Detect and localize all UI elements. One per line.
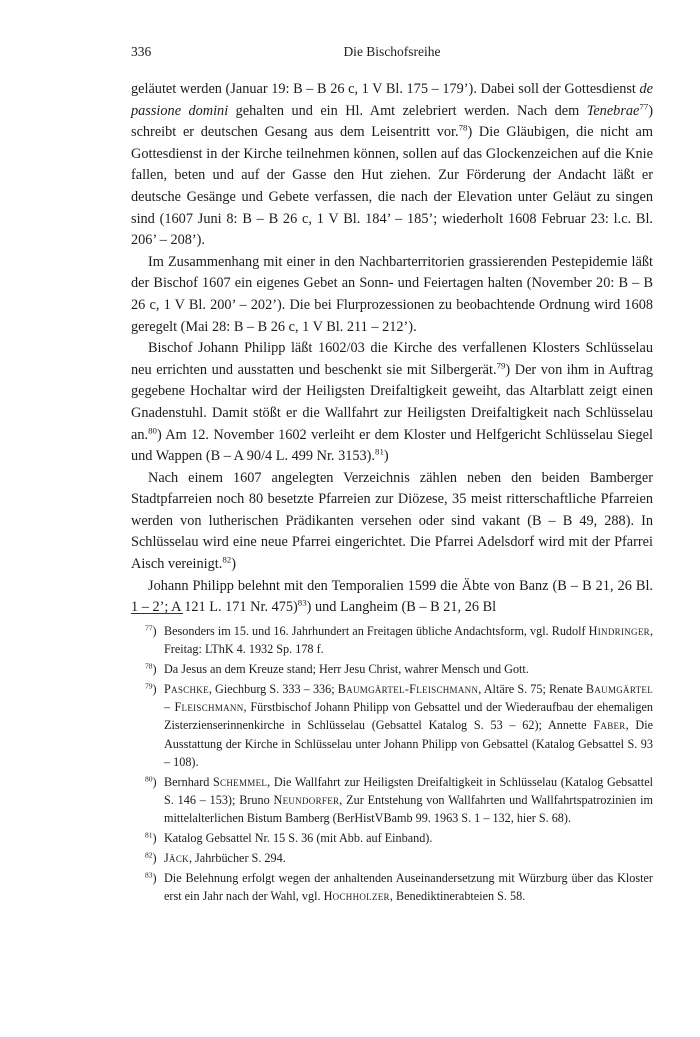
body-paragraph	[131, 338, 653, 468]
author-name: Neundorfer	[273, 792, 340, 807]
footnote-text	[164, 871, 653, 903]
footnote-reference: 80	[148, 425, 157, 436]
footnote-paren: )	[152, 624, 157, 638]
author-name: Faber	[593, 718, 626, 733]
text-run: Bernhard	[164, 774, 213, 789]
footnote	[131, 660, 653, 678]
text-run: , Altäre S. 75; Renate	[478, 682, 586, 697]
text-run: , Benediktinerabteien S. 58.	[389, 889, 526, 904]
footnote-text	[164, 775, 653, 825]
footnote	[131, 622, 653, 658]
text-run: gehalten und ein Hl. Amt zelebriert werden. Nach dem	[228, 102, 587, 119]
author-name: Hindringer	[588, 624, 650, 638]
text-run: , Fürstbischof Johann Philipp von Gebsattel und der Wiederaufbau der ehemaligen Zisterzienserinnenkirche in Schlüsselau (Gebsattel Katalog S. 53 – 62); Annette	[164, 700, 653, 733]
footnote	[131, 680, 653, 770]
footnote-reference: 83	[297, 597, 307, 608]
footnote	[131, 869, 653, 905]
text-run: )	[383, 448, 389, 465]
text-run: ) schreibt er deutschen Gesang aus dem Leisentritt vor.	[131, 102, 653, 141]
footnote-paren: )	[152, 851, 157, 866]
text-run: Johann Philipp belehnt mit den Temporalien 1599 die Äbte von Banz (B – B 21, 26 Bl. 1 – 2’; A 121 L. 171 Nr. 475)	[131, 577, 653, 616]
footnotes	[131, 622, 653, 907]
italic-text: Tenebrae	[586, 102, 640, 119]
footnote-number: 80	[145, 774, 153, 784]
body-paragraph	[131, 576, 653, 619]
text-run: , Die Wallfahrt zur Heiligsten Dreifaltigkeit in Schlüsselau (Katalog Gebsattel S. 146 – 153); Bruno	[164, 774, 653, 807]
footnote-number: 82	[145, 850, 153, 860]
text-run: geläutet werden (Januar 19: B – B 26 c, 1 V Bl. 175 – 179’). Dabei soll der Gottesdienst	[131, 81, 640, 97]
footnote-number: 78	[145, 661, 153, 671]
footnote-text	[164, 624, 653, 656]
text-run: , Giechburg S. 333 – 336;	[208, 682, 338, 697]
footnote-marker	[145, 829, 157, 847]
author-name: Jäck	[164, 851, 189, 866]
footnote-reference: 79	[496, 360, 506, 371]
footnote-reference: 77	[639, 101, 649, 112]
footnote-paren: )	[152, 682, 157, 697]
footnote-marker	[145, 660, 157, 678]
footnote	[131, 829, 653, 847]
footnote-paren: )	[152, 831, 157, 846]
page-number: 336	[131, 44, 152, 59]
page-header	[131, 44, 653, 64]
body-paragraph	[131, 79, 653, 252]
footnote-reference: 82	[222, 554, 232, 565]
footnote-paren: )	[152, 871, 157, 886]
footnote-paren: )	[152, 774, 157, 789]
text-run: , Jahrbücher S. 294.	[188, 851, 286, 866]
footnote-paren: )	[152, 662, 157, 677]
footnote-number: 79	[145, 681, 153, 691]
author-name: Paschke	[164, 682, 209, 697]
text-run: ) Der von ihm in Auftrag gegebene Hochaltar wird der Heiligsten Dreifaltigkeit geweiht, das Altarblatt zeigt einen Gnadenstuhl. Damit stößt er die Wallfahrt zur Heiligsten Dreifaltigkeit nach Schlüsselau an.	[131, 361, 653, 443]
running-title: Die Bischofsreihe	[343, 44, 441, 59]
footnote-marker	[145, 849, 157, 867]
footnote-marker	[145, 773, 157, 791]
footnote-reference: 78	[458, 122, 468, 133]
footnote-text	[164, 831, 432, 845]
italic-text: de passione domini	[131, 81, 653, 119]
footnote-number: 77	[145, 623, 153, 633]
text-run: )	[231, 556, 236, 573]
footnote-text	[164, 662, 529, 676]
footnote-text	[164, 851, 286, 865]
body-paragraph	[131, 252, 653, 338]
text-run: Im Zusammenhang mit einer in den Nachbarterritorien grassierenden Pestepidemie läßt der Bischof 1607 ein eigenes Gebet an Sonn- und Feiertagen halten (November 20: B – B 26 c, 1 V Bl. 200’ – 202’). Die bei Flurprozessionen zu beobachtende Ordnung wird 1608 geregelt (Mai 28: B – B 26 c, 1 V Bl. 211 – 212’).	[131, 253, 653, 335]
footnote-reference: 81	[375, 446, 384, 457]
footnote-number: 81	[145, 830, 153, 840]
text-run: Nach einem 1607 angelegten Verzeichnis zählen neben den beiden Bamberger Stadtpfarreien noch 80 besetzte Pfarreien zur Diözese, 35 meist ritterschaftliche Pfarreien werden von lutherischen Prädikanten versehen oder sind vakant (B – B 49, 288). In Schlüsselau wird eine neue Pfarrei eingerichtet. Die Pfarrei Adelsdorf wird mit der Pfarrei Aisch vereinigt.	[131, 469, 653, 573]
text-run: , Die Ausstattung der Kirche in Schlüsselau unter Johann Philipp von Gebsattel (Katalog Gebsattel S. 93 – 108).	[164, 718, 653, 769]
footnote	[131, 773, 653, 827]
author-name: Schemmel	[212, 774, 268, 789]
text-run: , Zur Entstehung von Wallfahrten und Wallfahrtspatrozinien im mittelalterlichen Bistum Bamberg (BerHistVBamb 99. 1963 S. 1 – 132, hier S. 68).	[164, 792, 653, 825]
text-run: Bischof Johann Philipp läßt 1602/03 die Kirche des verfallenen Klosters Schlüsselau neu errichten und ausstatten und beschenkt sie mit Silbergerät.	[131, 340, 653, 378]
text-run: ) und Langheim (B – B 21, 26 Bl	[306, 599, 497, 616]
text-run: Katalog Gebsattel Nr. 15 S. 36 (mit Abb. auf Einband).	[164, 831, 433, 846]
footnote-marker	[145, 869, 157, 887]
footnote	[131, 849, 653, 867]
footnote-marker	[145, 680, 157, 698]
author-name: Hochholzer	[323, 889, 390, 904]
text-run: ) Am 12. November 1602 verleiht er dem Kloster und Helfgericht Schlüsselau Siegel und Wappen (B – A 90/4 L. 499 Nr. 3153).	[131, 426, 653, 465]
body-paragraph	[131, 468, 653, 576]
footnote-separator	[131, 613, 183, 614]
text-run: Da Jesus an dem Kreuze stand; Herr Jesu Christ, wahrer Mensch und Gott.	[164, 662, 529, 677]
author-name: Baumgärtel-Fleischmann	[337, 682, 479, 697]
main-text	[131, 79, 653, 619]
author-name: Baumgärtel – Fleischmann	[164, 682, 654, 715]
text-run: Die Belehnung erfolgt wegen der anhaltenden Auseinandersetzung mit Würzburg über das Kloster erst ein Jahr nach der Wahl, vgl.	[164, 871, 653, 904]
text-run: ) Die Gläubigen, die nicht am Gottesdienst in der Kirche teilnehmen können, sollen auf das Glockenzeichen auf die Knie fallen, beten und auf der Gasse den Hut ziehen. Zur Förderung der Andacht läßt er deutsche Gesänge und Gebete verfassen, die nach der Elevation unter Geläut zu singen sind (1607 Juni 8: B – B 26 c, 1 V Bl. 184’ – 185’; wiederholt 1608 Februar 23: l.c. Bl. 206’ – 208’).	[131, 124, 653, 249]
footnote-text	[164, 682, 653, 768]
text-run: , Freitag: LThK 4. 1932 Sp. 178 f.	[164, 624, 653, 657]
footnote-marker	[145, 622, 157, 640]
footnote-number: 83	[145, 870, 153, 880]
text-run: Besonders im 15. und 16. Jahrhundert an Freitagen übliche Andachtsform, vgl. Rudolf	[164, 624, 589, 638]
